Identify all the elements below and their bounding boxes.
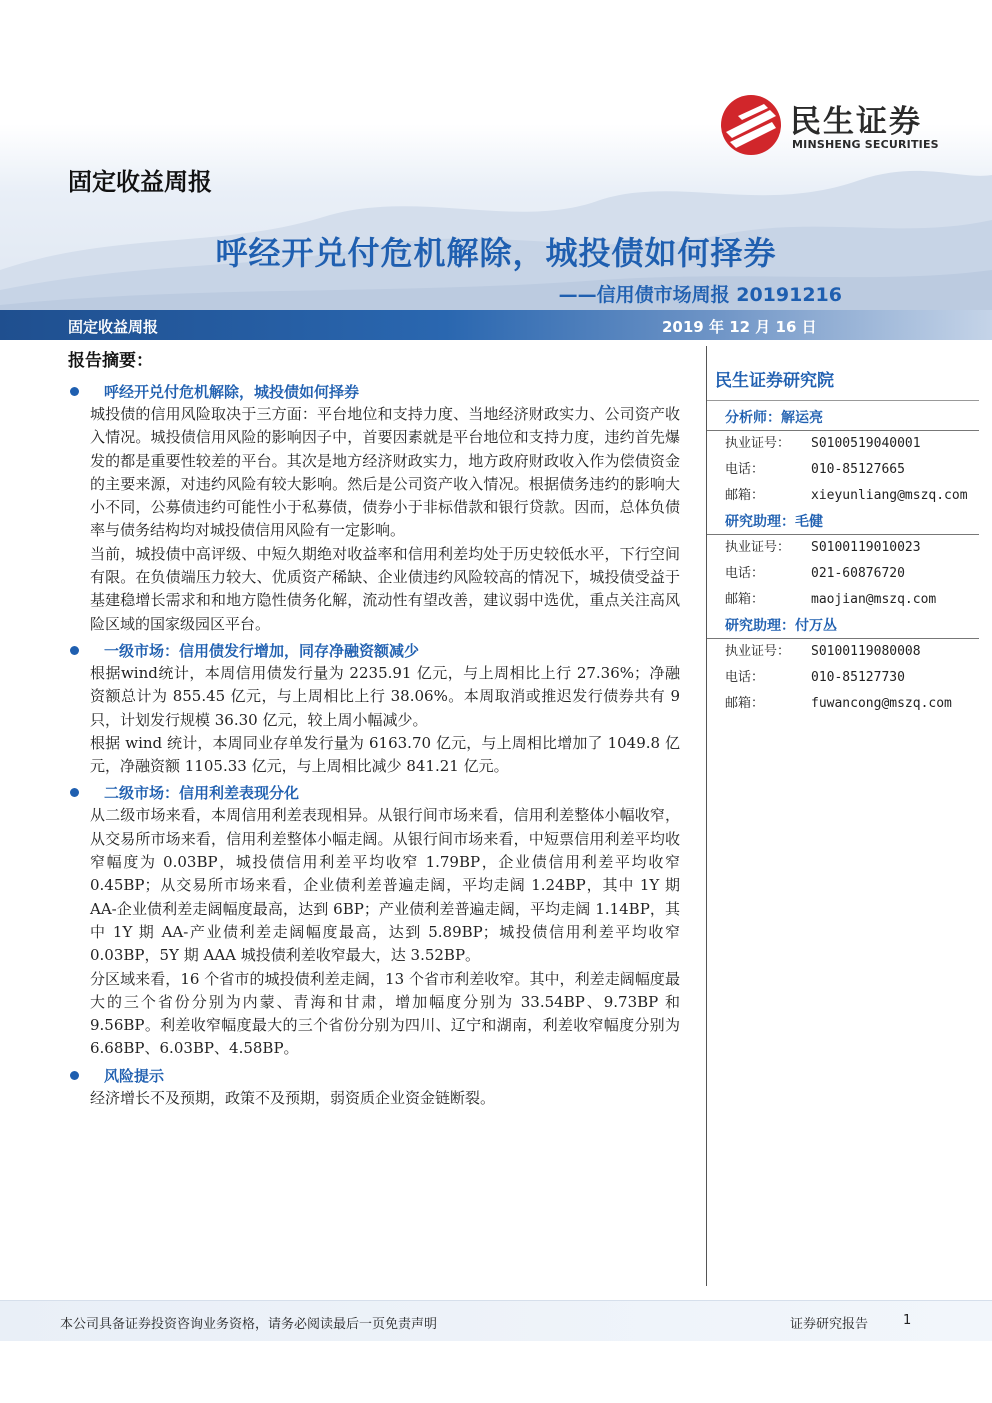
analyst-info-row — [707, 457, 979, 483]
analyst-info-row — [707, 483, 979, 509]
header-banner — [0, 0, 992, 310]
report-subtitle: ——信用债市场周报 20191216 — [558, 284, 842, 306]
summary-paragraph: 根据wind统计，本周信用债发行量为 2235.91 亿元，与上周相比上行 27.36%；净融资额总计为 855.45 亿元，与上周相比上行 38.06%。本周取消或推迟发行债券共有 9 只，计划发行规模 36.30 亿元，较上周小幅减少。 — [90, 663, 680, 729]
section-heading — [68, 1065, 680, 1087]
logo-chinese-text: 民生证券 — [790, 104, 922, 140]
summary-paragraph: 当前，城投债中高评级、中短久期绝对收益率和信用利差均处于历史较低水平，下行空间有限。在负债端压力较大、优质资产稀缺、企业债违约风险较高的情况下，城投债受益于基建稳增长需求和和地方隐性债务化解，流动性有望改善，建议弱中选优，重点关注高风险区域的国家级园区平台。 — [90, 544, 680, 633]
section-heading-text: 一级市场：信用债发行增加，同存净融资额减少 — [104, 641, 420, 660]
summary-paragraph: 从二级市场来看，本周信用利差表现相异。从银行间市场来看，信用利差整体小幅收窄，从交易所市场来看，信用利差整体小幅走阔。从银行间市场来看，中短票信用利差平均收窄幅度为 0.03BP，城投债信用利差平均收窄 1.79BP，企业债信用利差平均收窄 0.45BP；从交易所市场来看，企业债利差普遍走阔，平均走阔 1.24BP，其中 1Y 期 AA-企业债利差走阔幅度最高，达到 6BP；产业债利差普遍走阔，平均走阔 1.14BP，其中 1Y 期 AA-产业债利差走阔幅度最高，达到 5.89BP；城投债信用利差平均收窄 0.03BP，5Y 期 AAA 城投债利差收窄最大，达 3.52BP。 — [90, 806, 680, 965]
summary-paragraph: 分区域来看，16 个省市的城投债利差走阔，13 个省市利差收窄。其中，利差走阔幅度最大的三个省份分别为内蒙、青海和甘肃，增加幅度分别为 33.54BP、9.73BP 和 9.56BP。利差收窄幅度最大的三个省份分别为四川、辽宁和湖南，利差收窄幅度分别为 6.68BP、6.03BP、4.58BP。 — [90, 969, 680, 1058]
info-value: S0100119010023 — [811, 540, 921, 555]
analyst-info-row — [707, 691, 979, 717]
info-label: 执业证号： — [725, 644, 791, 659]
summary-paragraph: 根据 wind 统计，本周同业存单发行量为 6163.70 亿元，与上周相比增加了 1049.8 亿元，净融资额 1105.33 亿元，与上周相比减少 841.21 亿元。 — [90, 733, 680, 776]
analyst-info-row — [707, 665, 979, 691]
minsheng-logo-icon — [720, 94, 782, 156]
bullet-icon — [70, 387, 79, 396]
info-label: 电话： — [725, 670, 765, 685]
footer-label: 证券研究报告 — [790, 1317, 869, 1332]
section-heading — [68, 640, 680, 662]
info-value: 021-60876720 — [811, 566, 905, 581]
logo-english-text: MINSHENG SECURITIES — [792, 138, 939, 151]
analyst-name: 研究助理：付万丛 — [707, 614, 979, 639]
info-value: 010-85127665 — [811, 462, 905, 477]
section-heading-text: 二级市场：信用利差表现分化 — [104, 784, 300, 803]
bullet-icon — [70, 1071, 79, 1080]
analyst-name: 分析师：解运亮 — [707, 406, 979, 431]
footer-disclaimer: 本公司具备证券投资咨询业务资格，请务必阅读最后一页免责声明 — [60, 1317, 438, 1332]
analyst-card — [707, 510, 979, 613]
email-link[interactable]: xieyunliang@mszq.com — [811, 488, 968, 503]
company-logo — [720, 94, 960, 158]
info-label: 执业证号： — [725, 436, 791, 451]
bullet-icon — [70, 646, 79, 655]
analyst-card — [707, 406, 979, 509]
analyst-info-row — [707, 587, 979, 613]
band-category: 固定收益周报 — [68, 318, 159, 336]
section-heading-text: 呼经开兑付危机解除，城投债如何择券 — [104, 383, 360, 401]
summary-paragraph: 城投债的信用风险取决于三方面：平台地位和支持力度、当地经济财政实力、公司资产收入情况。城投债信用风险的影响因子中，首要因素就是平台地位和支持力度，违约首先爆发的都是重要性较差的平台。其次是地方经济财政实力，地方政府财政收入作为偿债资金的主要来源，对违约风险有较大影响。然后是公司资产收入情况。根据债务违约的影响大小不同，公募债违约可能性小于私募债，债券小于非标借款和银行贷款。因而，总体负债率与债务结构均对城投债信用风险有一定影响。 — [90, 405, 680, 540]
report-summary — [68, 346, 680, 1110]
info-label: 邮箱： — [725, 592, 765, 607]
summary-paragraph: 经济增长不及预期，政策不及预期，弱资质企业资金链断裂。 — [90, 1088, 496, 1107]
institute-name: 民生证券研究院 — [715, 371, 834, 391]
analyst-card — [707, 614, 979, 717]
analyst-info-row — [707, 639, 979, 665]
analyst-info-row — [707, 431, 979, 457]
info-value: 010-85127730 — [811, 670, 905, 685]
info-value: S0100119080008 — [811, 644, 921, 659]
report-title: 呼经开兑付危机解除，城投债如何择券 — [215, 234, 777, 272]
info-label: 电话： — [725, 566, 765, 581]
section-heading — [68, 381, 680, 403]
divider — [707, 400, 979, 401]
info-label: 电话： — [725, 462, 765, 477]
analyst-sidebar — [706, 346, 979, 1286]
document-type: 固定收益周报 — [68, 168, 212, 196]
page-footer — [0, 1300, 992, 1341]
report-date: 2019 年 12 月 16 日 — [662, 318, 817, 336]
info-label: 执业证号： — [725, 540, 791, 555]
email-link[interactable]: fuwancong@mszq.com — [811, 696, 952, 711]
info-label: 邮箱： — [725, 696, 765, 711]
page-number: 1 — [903, 1313, 912, 1328]
email-link[interactable]: maojian@mszq.com — [811, 592, 937, 607]
analyst-info-row — [707, 535, 979, 561]
analyst-name: 研究助理：毛健 — [707, 510, 979, 535]
section-heading-text: 风险提示 — [104, 1066, 165, 1085]
info-label: 邮箱： — [725, 488, 765, 503]
info-value: S0100519040001 — [811, 436, 921, 451]
summary-label: 报告摘要： — [68, 351, 153, 371]
title-band — [0, 310, 992, 340]
section-heading — [68, 782, 680, 804]
analyst-info-row — [707, 561, 979, 587]
bullet-icon — [70, 788, 79, 797]
